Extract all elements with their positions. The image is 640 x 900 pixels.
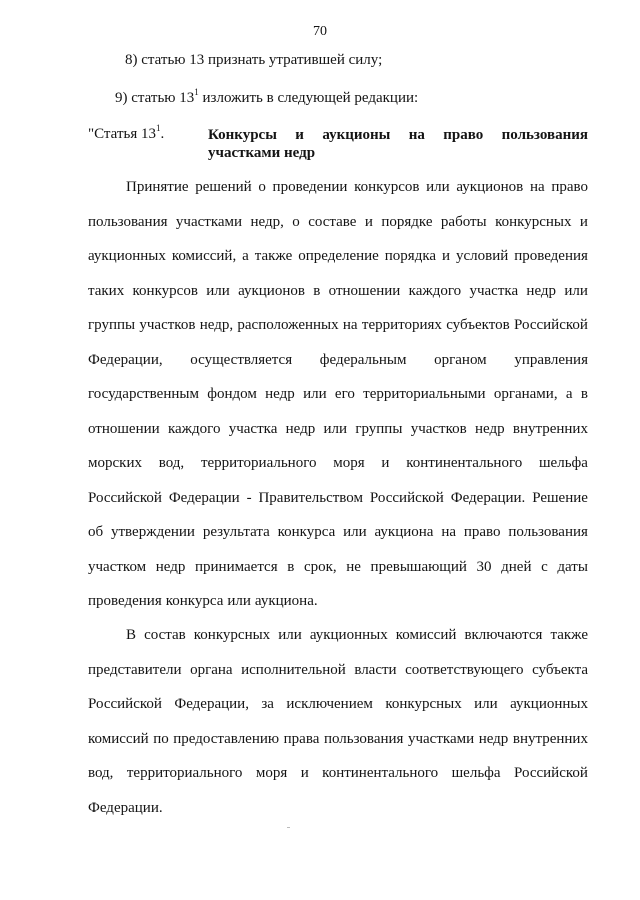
word: органа — [190, 661, 233, 678]
word: даты — [557, 558, 588, 575]
word: недр — [474, 420, 505, 437]
word: об — [88, 524, 104, 540]
word: право — [463, 524, 501, 540]
word: конкурсов — [132, 282, 198, 299]
word: или — [426, 179, 450, 195]
word: континентального — [322, 765, 439, 781]
word: проведении — [272, 179, 348, 195]
paragraph-line — [88, 446, 588, 481]
word: или — [564, 282, 588, 299]
word: представители — [88, 661, 182, 678]
word: проведения — [88, 593, 162, 609]
list-item-9-pre: 9) статью 13 — [115, 90, 195, 106]
word: или — [278, 627, 302, 643]
word: пользования — [508, 524, 588, 540]
paragraph-line — [88, 170, 588, 205]
word: шельфа — [539, 455, 588, 471]
word: или — [227, 593, 251, 609]
word: предоставлению — [173, 730, 280, 747]
word: или — [303, 386, 327, 402]
word: Федерации. — [450, 489, 526, 506]
word: Федерации, — [174, 696, 249, 712]
word: участка — [469, 282, 519, 299]
word: на — [342, 317, 358, 333]
word: Российской — [88, 489, 162, 506]
word: участков — [410, 420, 467, 437]
word: о — [292, 213, 300, 230]
word: утверждении — [111, 524, 195, 540]
paragraph-line — [88, 515, 588, 550]
word: решений — [195, 179, 252, 195]
word: также — [550, 627, 588, 643]
word: аукционных — [510, 696, 588, 712]
article-title-line-1: Конкурсы и аукционы на право пользования — [208, 127, 588, 143]
word: группы — [355, 420, 403, 437]
word: срок, — [303, 558, 337, 575]
word: В — [126, 627, 137, 643]
word: также — [254, 248, 293, 264]
word: недр — [478, 730, 509, 747]
paragraph-2 — [88, 618, 588, 825]
word: конкурсных — [495, 213, 572, 230]
word: конкурсных — [193, 627, 271, 643]
word: власти — [354, 661, 397, 678]
word: или — [323, 420, 348, 437]
paragraph-line — [88, 343, 588, 378]
paragraph-line — [88, 205, 588, 240]
word: аукционов — [456, 179, 524, 195]
word: недр — [265, 386, 295, 402]
word: состав — [144, 627, 186, 643]
word: - — [246, 489, 252, 506]
word: пользования — [323, 730, 404, 747]
word: а — [242, 248, 249, 264]
list-item-9-sup: 1 — [194, 87, 199, 97]
word: аукциона. — [254, 593, 318, 609]
word: органом — [434, 351, 487, 368]
paragraph-line — [88, 653, 588, 688]
paragraph-line — [88, 412, 588, 447]
word: морских — [88, 455, 142, 471]
word: порядка — [384, 248, 437, 264]
word: на — [441, 524, 457, 540]
word: конкурса — [277, 524, 336, 540]
word: в — [580, 386, 588, 402]
word: соответствующего — [405, 661, 524, 678]
word: Федерации. — [88, 799, 163, 816]
word: территориальными — [363, 386, 486, 402]
scan-speck — [287, 827, 290, 828]
paragraph-line — [88, 377, 588, 412]
word: Российской — [88, 696, 162, 712]
word: и — [300, 765, 309, 781]
word: с — [541, 558, 548, 575]
word: Федерации, — [88, 351, 163, 368]
word: отношении — [328, 282, 401, 299]
word: осуществляется — [190, 351, 293, 368]
word: внутренних — [512, 730, 588, 747]
word: и — [442, 248, 451, 264]
word: недр, — [199, 317, 234, 333]
paragraph-line — [88, 239, 588, 274]
word: субъектов — [446, 317, 510, 333]
word: Федерации — [168, 489, 240, 506]
word: Российской — [513, 317, 588, 333]
word: составе — [308, 213, 357, 230]
word: фондом — [207, 386, 257, 402]
word: порядке — [381, 213, 433, 230]
list-item-8: 8) статью 13 признать утратившей силу; — [125, 52, 383, 68]
word: о — [258, 179, 266, 195]
word: результата — [202, 524, 270, 540]
word: право — [551, 179, 588, 195]
word: федеральным — [319, 351, 407, 368]
word: его — [334, 386, 355, 402]
article-label: "Статья $13^1$. — [88, 123, 165, 142]
word: и — [381, 455, 390, 471]
paragraph-line — [88, 274, 588, 309]
word: шельфа — [451, 765, 501, 781]
word: Российской — [369, 489, 444, 506]
word: а — [565, 386, 573, 402]
word: комиссий, — [171, 248, 237, 264]
paragraph-line — [88, 308, 588, 343]
word: исполнительной — [241, 661, 346, 678]
word: участками — [175, 213, 243, 230]
paragraph-line — [88, 687, 588, 722]
word: аукционных — [309, 627, 388, 643]
word: в — [287, 558, 295, 575]
paragraph-line — [88, 791, 588, 826]
word: территориального — [126, 765, 243, 781]
word: аукционов — [238, 282, 305, 299]
word: недр — [285, 420, 316, 437]
word: группы — [88, 317, 136, 333]
word: права — [283, 730, 320, 747]
word: моря — [255, 765, 288, 781]
word: моря — [333, 455, 365, 471]
word: конкурсных — [385, 696, 462, 712]
word: каждого — [408, 282, 462, 299]
word: органами, — [493, 386, 558, 402]
word: проведения — [514, 248, 588, 264]
page-number: 70 — [313, 24, 327, 39]
word: принимается — [195, 558, 278, 575]
word: за — [261, 696, 274, 712]
word: 30 — [476, 558, 492, 575]
word: государственным — [88, 386, 199, 402]
paragraph-line — [88, 722, 588, 757]
word: или — [206, 282, 230, 299]
word: Российской — [513, 765, 588, 781]
word: вод, — [158, 455, 185, 471]
word: комиссий — [395, 627, 457, 643]
word: Принятие — [126, 179, 189, 195]
word: каждого — [167, 420, 221, 437]
word: территориях — [361, 317, 442, 333]
word: аукционных — [88, 248, 166, 264]
word: дней — [501, 558, 532, 575]
word: работы — [440, 213, 487, 230]
word: пользования — [88, 213, 168, 230]
word: по — [153, 730, 169, 747]
word: Правительством — [258, 489, 363, 506]
list-item-9-post: изложить в следующей редакции: — [198, 90, 419, 106]
article-title-line-2: участками недр — [208, 145, 316, 161]
word: участком — [88, 558, 147, 575]
word: исключением — [286, 696, 373, 712]
article-title — [208, 126, 588, 162]
word: участков — [139, 317, 196, 333]
list-item-9 — [115, 87, 419, 107]
word: территориального — [200, 455, 317, 471]
word: субъекта — [532, 661, 588, 678]
paragraph-line — [88, 756, 588, 791]
word: или — [474, 696, 498, 712]
word: Решение — [532, 489, 588, 506]
word: конкурсов — [354, 179, 420, 195]
word: недр — [155, 558, 186, 575]
word: таких — [88, 282, 125, 299]
word: превышающий — [370, 558, 467, 575]
word: участка — [228, 420, 278, 437]
word: недр — [526, 282, 557, 299]
word: определение — [298, 248, 379, 264]
paragraph-line — [88, 481, 588, 516]
word: расположенных — [237, 317, 339, 333]
word: включаются — [464, 627, 543, 643]
word: недр, — [250, 213, 284, 230]
word: участками — [407, 730, 475, 747]
word: не — [346, 558, 361, 575]
paragraph-line — [88, 618, 588, 653]
paragraph-line — [88, 550, 588, 585]
word: вод, — [88, 765, 114, 781]
paragraph-line — [88, 584, 588, 619]
word: в — [313, 282, 321, 299]
word: управления — [514, 351, 588, 368]
paragraph-1 — [88, 170, 588, 619]
word: или — [343, 524, 367, 540]
word: отношении — [88, 420, 160, 437]
word: условий — [455, 248, 509, 264]
word: на — [529, 179, 545, 195]
word: комиссий — [88, 730, 149, 747]
word: внутренних — [512, 420, 588, 437]
word: аукциона — [374, 524, 434, 540]
word: и — [579, 213, 588, 230]
word: конкурса — [165, 593, 224, 609]
word: континентального — [406, 455, 523, 471]
word: и — [364, 213, 373, 230]
